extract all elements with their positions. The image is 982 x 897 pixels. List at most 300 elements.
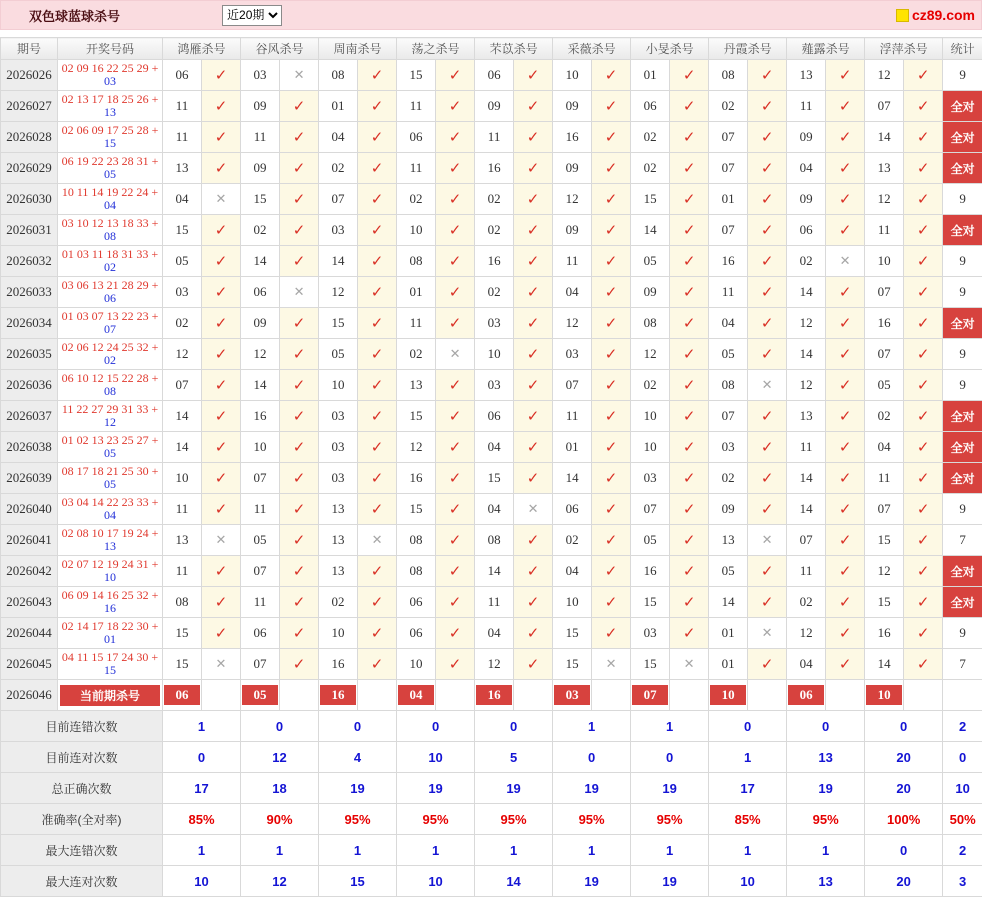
kill-mark-cell [436,618,475,649]
cross-icon: ✕ [216,656,227,671]
kill-mark-cell [748,308,787,339]
kill-mark-cell [748,91,787,122]
stat-cell: 全对 [943,556,982,587]
check-icon: ✓ [683,253,696,270]
cross-icon: ✕ [840,253,851,268]
kill-mark-cell [202,463,241,494]
red-balls: 02 13 17 18 25 26 + [58,93,162,106]
kill-number-cell: 14 [163,401,202,432]
kill-number-cell: 12 [241,339,280,370]
kill-mark-cell [826,370,865,401]
summary-value-cell: 1 [319,835,397,866]
kill-mark-cell [748,618,787,649]
check-icon: ✓ [371,501,384,518]
kill-number-cell: 14 [865,649,904,680]
draw-numbers-cell [58,432,163,463]
kill-mark-cell [592,91,631,122]
kill-number-cell: 13 [319,556,358,587]
check-icon: ✓ [917,532,930,549]
stat-cell: 7 [943,525,982,556]
kill-number-cell: 11 [163,91,202,122]
check-icon: ✓ [839,222,852,239]
kill-number-cell: 05 [319,339,358,370]
red-balls: 06 10 12 15 22 28 + [58,372,162,385]
table-row [1,91,982,122]
summary-value-cell: 10 [709,866,787,897]
kill-number-cell: 15 [553,649,592,680]
summary-value-cell: 1 [709,742,787,773]
check-icon: ✓ [215,222,228,239]
kill-mark-cell [202,215,241,246]
column-header-kill-10: 浮萍杀号 [865,38,943,60]
kill-mark-cell [358,556,397,587]
kill-number-cell: 09 [787,122,826,153]
check-icon: ✓ [839,532,852,549]
kill-number-cell: 07 [787,525,826,556]
kill-mark-cell [436,339,475,370]
kill-mark-cell [748,60,787,91]
kill-mark-cell [358,463,397,494]
current-kill-badge: 16 [476,685,512,705]
summary-value-cell: 4 [319,742,397,773]
kill-mark-cell [436,277,475,308]
kill-number-cell: 14 [631,215,670,246]
period-cell: 2026028 [1,122,58,153]
table-row [1,525,982,556]
site-logo[interactable] [896,7,975,23]
table-row [1,370,982,401]
kill-mark-cell [514,153,553,184]
current-kill-number-cell [319,680,358,711]
kill-mark-cell [358,649,397,680]
period-cell: 2026037 [1,401,58,432]
kill-number-cell: 03 [475,308,514,339]
summary-value-cell: 0 [709,711,787,742]
kill-number-cell: 01 [709,649,748,680]
kill-number-cell: 09 [553,91,592,122]
kill-mark-cell [592,277,631,308]
logo-square-icon [896,9,909,22]
check-icon: ✓ [449,222,462,239]
kill-mark-cell [592,401,631,432]
kill-number-cell: 07 [163,370,202,401]
kill-number-cell: 11 [241,122,280,153]
summary-stat-cell: 0 [943,742,982,773]
summary-value-cell: 10 [163,866,241,897]
check-icon: ✓ [449,625,462,642]
period-cell: 2026033 [1,277,58,308]
kill-mark-cell [202,587,241,618]
draw-numbers-cell [58,215,163,246]
check-icon: ✓ [371,284,384,301]
check-icon: ✓ [839,160,852,177]
draw-numbers-cell [58,618,163,649]
kill-number-cell: 07 [241,556,280,587]
kill-mark-cell [670,308,709,339]
summary-value-cell: 19 [553,773,631,804]
check-icon: ✓ [527,594,540,611]
kill-number-cell: 14 [475,556,514,587]
kill-number-cell: 16 [475,153,514,184]
kill-number-cell: 04 [865,432,904,463]
check-icon: ✓ [215,315,228,332]
kill-number-cell: 14 [787,463,826,494]
kill-mark-cell [904,525,943,556]
kill-number-cell: 03 [241,60,280,91]
kill-mark-cell [514,122,553,153]
kill-number-cell: 11 [241,587,280,618]
blue-ball: 16 [58,602,162,615]
kill-number-cell: 01 [553,432,592,463]
kill-mark-cell [904,153,943,184]
check-icon: ✓ [371,470,384,487]
kill-mark-cell [826,277,865,308]
kill-number-cell: 11 [397,91,436,122]
check-icon: ✓ [605,532,618,549]
kill-mark-cell [826,153,865,184]
check-icon: ✓ [761,470,774,487]
kill-mark-cell [904,649,943,680]
summary-row [1,742,982,773]
kill-mark-cell [436,246,475,277]
check-icon: ✓ [449,501,462,518]
kill-number-cell: 10 [553,587,592,618]
summary-value-cell: 100% [865,804,943,835]
period-select[interactable] [222,5,282,26]
summary-value-cell: 85% [709,804,787,835]
kill-mark-cell [436,215,475,246]
current-kill-badge: 10 [866,685,902,705]
check-icon: ✓ [215,470,228,487]
kill-number-cell: 04 [319,122,358,153]
kill-mark-cell [748,463,787,494]
current-kill-number-cell [865,680,904,711]
kill-mark-cell [826,432,865,463]
kill-number-cell: 14 [319,246,358,277]
check-icon: ✓ [449,408,462,425]
check-icon: ✓ [605,408,618,425]
check-icon: ✓ [683,563,696,580]
check-icon: ✓ [215,346,228,363]
kill-number-cell: 01 [397,277,436,308]
kill-mark-cell [670,649,709,680]
kill-mark-cell [436,463,475,494]
summary-value-cell: 19 [787,773,865,804]
kill-mark-cell [670,277,709,308]
kill-number-cell: 01 [319,91,358,122]
kill-number-cell: 03 [631,463,670,494]
kill-number-cell: 13 [709,525,748,556]
kill-mark-cell [436,525,475,556]
kill-number-cell: 09 [475,91,514,122]
kill-number-cell: 12 [787,370,826,401]
kill-mark-cell [826,60,865,91]
kill-mark-cell [358,587,397,618]
kill-number-cell: 13 [163,525,202,556]
stat-cell: 全对 [943,587,982,618]
table-row [1,215,982,246]
column-header-kill-6: 采薇杀号 [553,38,631,60]
kill-mark-cell [202,184,241,215]
red-balls: 03 06 13 21 28 29 + [58,279,162,292]
kill-mark-cell [592,308,631,339]
kill-number-cell: 13 [787,60,826,91]
kill-mark-cell [280,525,319,556]
table-row [1,184,982,215]
kill-number-cell: 08 [397,525,436,556]
kill-mark-cell [748,215,787,246]
kill-number-cell: 07 [709,215,748,246]
kill-number-cell: 12 [787,618,826,649]
kill-number-cell: 07 [631,494,670,525]
kill-mark-cell [358,215,397,246]
kill-mark-cell [358,370,397,401]
kill-number-cell: 10 [475,339,514,370]
kill-mark-cell [202,308,241,339]
kill-number-cell: 03 [319,215,358,246]
kill-mark-cell [592,153,631,184]
blue-ball: 08 [58,385,162,398]
kill-mark-cell [670,432,709,463]
kill-mark-cell [904,618,943,649]
check-icon: ✓ [761,439,774,456]
check-icon: ✓ [605,563,618,580]
kill-number-cell: 07 [709,122,748,153]
kill-number-cell: 14 [865,122,904,153]
kill-mark-cell [280,277,319,308]
kill-number-cell: 06 [397,122,436,153]
check-icon: ✓ [527,98,540,115]
table-row [1,618,982,649]
summary-value-cell: 1 [553,711,631,742]
summary-label: 目前连错次数 [1,711,163,742]
kill-number-cell: 10 [319,618,358,649]
check-icon: ✓ [761,656,774,673]
check-icon: ✓ [293,315,306,332]
check-icon: ✓ [215,501,228,518]
kill-number-cell: 03 [553,339,592,370]
kill-number-cell: 16 [397,463,436,494]
blue-ball: 15 [58,664,162,677]
kill-number-cell: 11 [865,215,904,246]
kill-number-cell: 02 [475,184,514,215]
table-row [1,153,982,184]
blue-ball: 13 [58,106,162,119]
kill-mark-cell [670,463,709,494]
period-cell: 2026044 [1,618,58,649]
check-icon: ✓ [371,129,384,146]
table-row [1,494,982,525]
summary-value-cell: 10 [397,866,475,897]
kill-number-cell: 07 [241,649,280,680]
check-icon: ✓ [839,656,852,673]
kill-mark-cell [202,525,241,556]
check-icon: ✓ [605,284,618,301]
check-icon: ✓ [293,253,306,270]
check-icon: ✓ [527,656,540,673]
kill-mark-cell [280,91,319,122]
kill-mark-cell [514,401,553,432]
table-row [1,60,982,91]
kill-mark-cell [904,494,943,525]
red-balls: 10 11 14 19 22 24 + [58,186,162,199]
kill-number-cell: 10 [865,246,904,277]
kill-number-cell: 01 [709,618,748,649]
kill-number-cell: 02 [709,463,748,494]
check-icon: ✓ [449,377,462,394]
kill-number-cell: 11 [163,122,202,153]
kill-number-cell: 15 [397,494,436,525]
topbar [0,0,982,30]
kill-number-cell: 08 [709,60,748,91]
stat-cell: 9 [943,339,982,370]
check-icon: ✓ [683,129,696,146]
check-icon: ✓ [215,625,228,642]
period-cell: 2026032 [1,246,58,277]
period-cell: 2026039 [1,463,58,494]
kill-number-cell: 02 [553,525,592,556]
kill-mark-cell [280,494,319,525]
stat-cell: 全对 [943,401,982,432]
check-icon: ✓ [293,377,306,394]
column-header-kill-7: 小旻杀号 [631,38,709,60]
kill-mark-cell [280,556,319,587]
kill-number-cell: 14 [787,277,826,308]
check-icon: ✓ [293,408,306,425]
summary-label: 总正确次数 [1,773,163,804]
summary-value-cell: 95% [787,804,865,835]
kill-mark-cell [514,463,553,494]
check-icon: ✓ [683,346,696,363]
kill-number-cell: 04 [787,649,826,680]
kill-number-cell: 04 [475,494,514,525]
kill-number-cell: 16 [709,246,748,277]
summary-value-cell: 0 [553,742,631,773]
check-icon: ✓ [527,625,540,642]
summary-stat-cell: 3 [943,866,982,897]
check-icon: ✓ [527,253,540,270]
table-row [1,246,982,277]
table-row [1,556,982,587]
summary-value-cell: 0 [241,711,319,742]
kill-mark-cell [826,618,865,649]
kill-number-cell: 15 [865,525,904,556]
summary-value-cell: 95% [475,804,553,835]
column-header-kill-2: 谷风杀号 [241,38,319,60]
table-row [1,122,982,153]
draw-numbers-cell [58,153,163,184]
kill-number-cell: 10 [553,60,592,91]
summary-row [1,804,982,835]
kill-mark-cell [436,649,475,680]
kill-mark-cell [436,401,475,432]
stat-cell: 全对 [943,122,982,153]
check-icon: ✓ [839,377,852,394]
period-cell: 2026035 [1,339,58,370]
cross-icon: ✕ [450,346,461,361]
kill-number-cell: 12 [787,308,826,339]
check-icon: ✓ [449,129,462,146]
current-kill-empty-cell [514,680,553,711]
check-icon: ✓ [527,563,540,580]
kill-number-cell: 14 [787,494,826,525]
check-icon: ✓ [449,439,462,456]
summary-value-cell: 19 [553,866,631,897]
check-icon: ✓ [605,377,618,394]
kill-mark-cell [358,91,397,122]
check-icon: ✓ [839,625,852,642]
kill-mark-cell [436,153,475,184]
kill-mark-cell [826,308,865,339]
draw-numbers-cell [58,60,163,91]
blue-ball: 10 [58,571,162,584]
kill-number-cell: 07 [319,184,358,215]
check-icon: ✓ [371,377,384,394]
kill-mark-cell [436,556,475,587]
cross-icon: ✕ [528,501,539,516]
kill-mark-cell [670,370,709,401]
cross-icon: ✕ [294,67,305,82]
check-icon: ✓ [371,594,384,611]
kill-number-cell: 02 [631,122,670,153]
current-kill-number-cell [787,680,826,711]
kill-mark-cell [514,184,553,215]
kill-number-cell: 09 [709,494,748,525]
check-icon: ✓ [917,284,930,301]
check-icon: ✓ [683,222,696,239]
kill-mark-cell [670,618,709,649]
kill-number-cell: 02 [631,370,670,401]
current-kill-badge: 05 [242,685,278,705]
table-row [1,401,982,432]
kill-mark-cell [748,525,787,556]
period-cell: 2026041 [1,525,58,556]
kill-mark-cell [826,184,865,215]
check-icon: ✓ [449,470,462,487]
kill-number-cell: 16 [319,649,358,680]
kill-mark-cell [670,122,709,153]
period-cell: 2026038 [1,432,58,463]
check-icon: ✓ [761,501,774,518]
stat-cell [943,680,982,711]
kill-number-cell: 01 [709,184,748,215]
kill-number-cell: 12 [865,556,904,587]
check-icon: ✓ [683,439,696,456]
period-cell: 2026030 [1,184,58,215]
kill-number-cell: 14 [241,370,280,401]
kill-number-cell: 14 [553,463,592,494]
check-icon: ✓ [527,408,540,425]
summary-value-cell: 1 [241,835,319,866]
kill-number-cell: 14 [787,339,826,370]
kill-mark-cell [358,122,397,153]
check-icon: ✓ [449,656,462,673]
kill-number-cell: 11 [787,91,826,122]
current-kill-badge: 10 [710,685,746,705]
check-icon: ✓ [449,532,462,549]
kill-number-cell: 04 [709,308,748,339]
kill-number-cell: 13 [397,370,436,401]
check-icon: ✓ [761,160,774,177]
check-icon: ✓ [293,563,306,580]
kill-number-cell: 14 [241,246,280,277]
draw-numbers-cell [58,401,163,432]
check-icon: ✓ [683,501,696,518]
kill-number-cell: 06 [475,60,514,91]
kill-mark-cell [280,618,319,649]
kill-mark-cell [670,184,709,215]
kill-mark-cell [514,246,553,277]
